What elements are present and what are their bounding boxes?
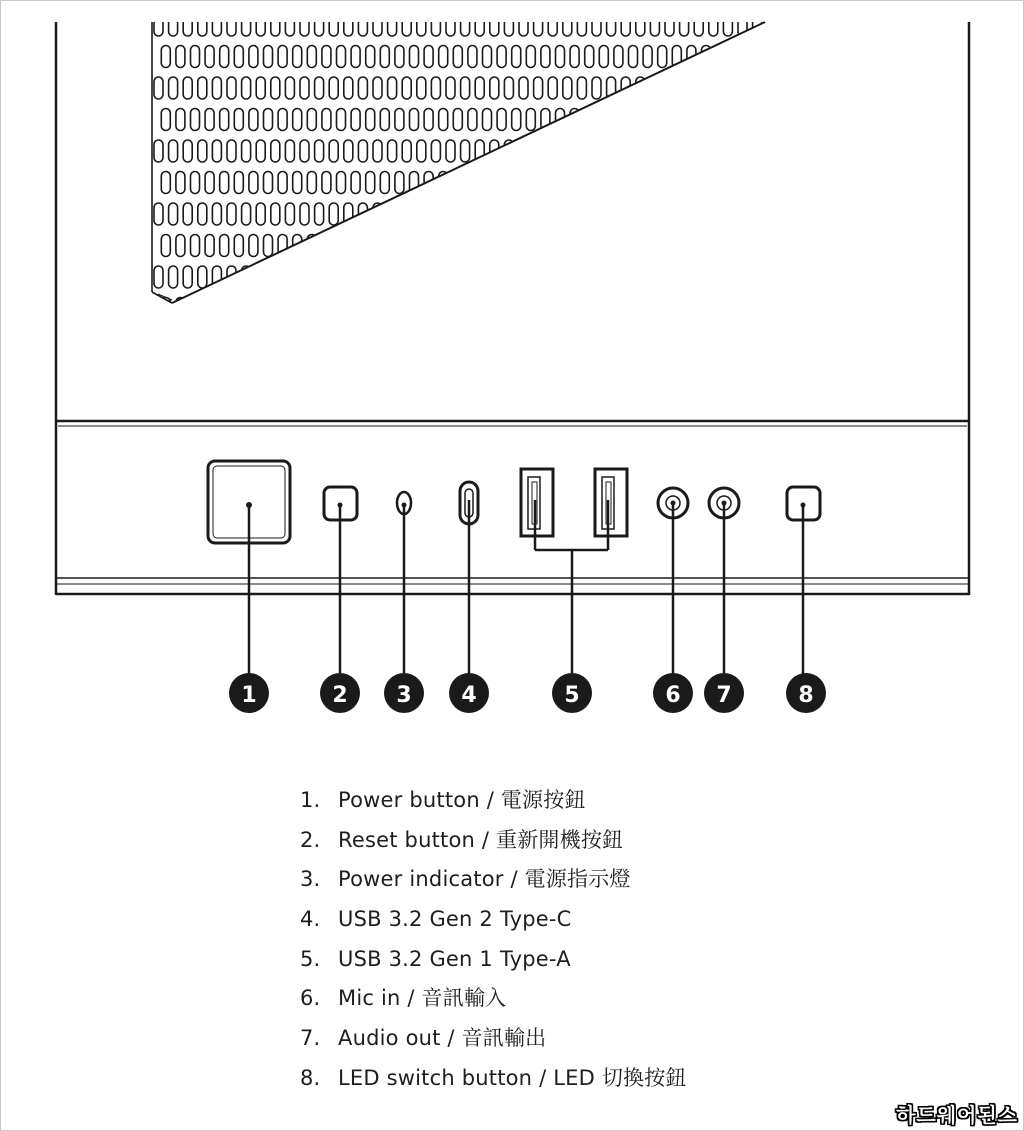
- callout-5: [552, 673, 592, 713]
- legend-label: Power indicator / 電源指示燈: [338, 867, 631, 892]
- legend-label: Reset button / 重新開機按鈕: [338, 827, 624, 852]
- watermark: 하드웨어된스: [896, 1103, 1018, 1127]
- mesh-grille: [152, 14, 798, 320]
- legend-item-8: [300, 1059, 900, 1099]
- legend-label: LED switch button / LED 切換按鈕: [338, 1065, 687, 1090]
- callout-7-label: 7: [716, 683, 732, 708]
- legend-number: 7.: [300, 1026, 321, 1051]
- callout-2-label: 2: [332, 683, 348, 708]
- callout-8-label: 8: [798, 683, 814, 708]
- callout-3: [384, 673, 424, 713]
- callout-8: [786, 673, 826, 713]
- usb-type-a-port-right[interactable]: [595, 469, 627, 536]
- legend-label: USB 3.2 Gen 2 Type-C: [338, 907, 572, 932]
- callout-7: [704, 673, 744, 713]
- legend-number: 8.: [300, 1065, 321, 1090]
- callout-5-label: 5: [564, 683, 580, 708]
- usb-type-a-port-left[interactable]: [521, 469, 553, 536]
- legend-item-5: [300, 940, 900, 980]
- callout-1: [229, 673, 269, 713]
- chassis: [56, 22, 969, 595]
- legend-item-4: [300, 900, 900, 940]
- callout-6: [653, 673, 693, 713]
- leader-lines: [249, 500, 803, 678]
- callout-2: [320, 673, 360, 713]
- legend-item-6: [300, 979, 900, 1019]
- legend-item-3: [300, 860, 900, 900]
- callout-4-label: 4: [461, 683, 477, 708]
- callout-4: [449, 673, 489, 713]
- legend-label: Power button / 電源按鈕: [338, 788, 586, 812]
- legend-number: 1.: [300, 788, 321, 812]
- legend-item-2: [300, 821, 900, 861]
- legend-number: 6.: [300, 986, 321, 1011]
- callout-6-label: 6: [665, 683, 681, 708]
- legend-number: 3.: [300, 867, 321, 892]
- legend-number: 4.: [300, 907, 321, 932]
- port-legend: [300, 781, 900, 1099]
- callout-3-label: 3: [396, 683, 412, 708]
- legend-label: USB 3.2 Gen 1 Type-A: [338, 946, 571, 971]
- legend-item-1: [300, 781, 900, 821]
- legend-item-7: [300, 1019, 900, 1059]
- legend-label: Mic in / 音訊輸入: [338, 986, 507, 1011]
- legend-label: Audio out / 音訊輸出: [338, 1026, 547, 1051]
- callout-1-label: 1: [241, 683, 257, 708]
- legend-number: 2.: [300, 827, 321, 852]
- legend-number: 5.: [300, 946, 321, 971]
